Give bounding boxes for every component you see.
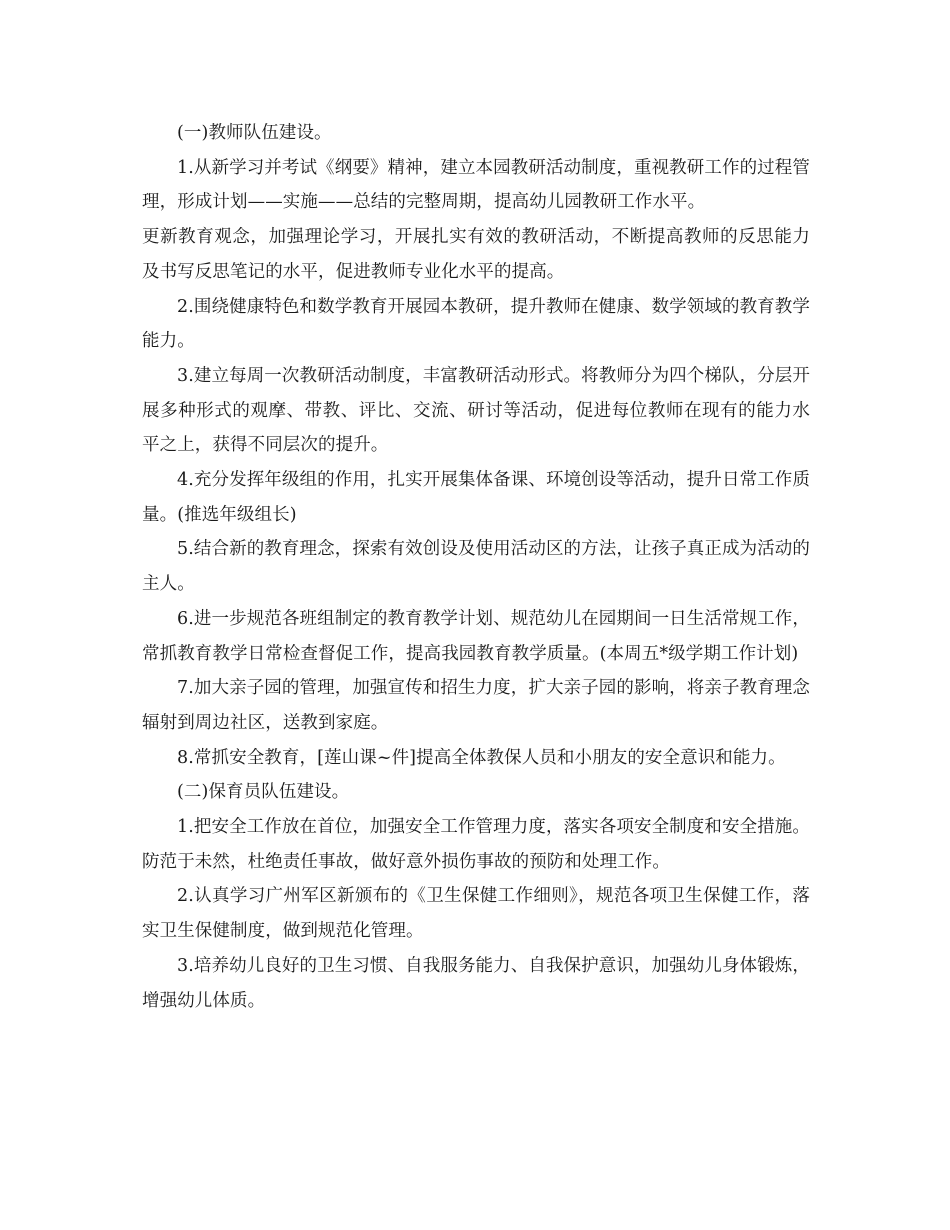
section-heading-caregivers: (二)保育员队伍建设。 — [177, 782, 350, 803]
paragraph: 6.进一步规范各班组制定的教育教学计划、规范幼儿在园期间一日生活常规工作，常抓教育教学日常检查督促工作，提高我园教育教学质量。(本周五*级学期工作计划) — [142, 608, 810, 664]
section-heading-teachers: (一)教师队伍建设。 — [177, 123, 332, 143]
paragraph: 2.围绕健康特色和数学教育开展园本教研，提升教师在健康、数学领域的教育教学能力。 — [142, 296, 810, 352]
paragraph: 更新教育观念，加强理论学习，开展扎实有效的教研活动，不断提高教师的反思能力及书写反思笔记的水平，促进教师专业化水平的提高。 — [142, 227, 810, 282]
paragraph: 5.结合新的教育理念，探索有效创设及使用活动区的方法，让孩子真正成为活动的主人。 — [142, 539, 810, 595]
paragraph: 1.从新学习并考试《纲要》精神，建立本园教研活动制度，重视教研工作的过程管理，形成计划——实施——总结的完整周期，提高幼儿园教研工作水平。 — [142, 157, 810, 213]
paragraph: 3.培养幼儿良好的卫生习惯、自我服务能力、自我保护意识，加强幼儿身体锻炼，增强幼儿体质。 — [142, 955, 810, 1011]
paragraph: 1.把安全工作放在首位，加强安全工作管理力度，落实各项安全制度和安全措施。防范于未然，杜绝责任事故，做好意外损伤事故的预防和处理工作。 — [142, 817, 810, 872]
document-body — [142, 116, 810, 1018]
paragraph: 3.建立每周一次教研活动制度，丰富教研活动形式。将教师分为四个梯队，分层开展多种形式的观摩、带教、评比、交流、研讨等活动，促进每位教师在现有的能力水平之上，获得不同层次的提升。 — [142, 365, 810, 456]
paragraph: 2.认真学习广州军区新颁布的《卫生保健工作细则》，规范各项卫生保健工作，落实卫生保健制度，做到规范化管理。 — [142, 886, 810, 942]
paragraph: 8.常抓安全教育，[莲山课~件]提高全体教保人员和小朋友的安全意识和能力。 — [177, 747, 786, 768]
paragraph: 7.加大亲子园的管理，加强宣传和招生力度，扩大亲子园的影响，将亲子教育理念辐射到周边社区，送教到家庭。 — [142, 678, 810, 733]
paragraph: 4.充分发挥年级组的作用，扎实开展集体备课、环境创设等活动，提升日常工作质量。(推选年级组长) — [142, 470, 810, 525]
